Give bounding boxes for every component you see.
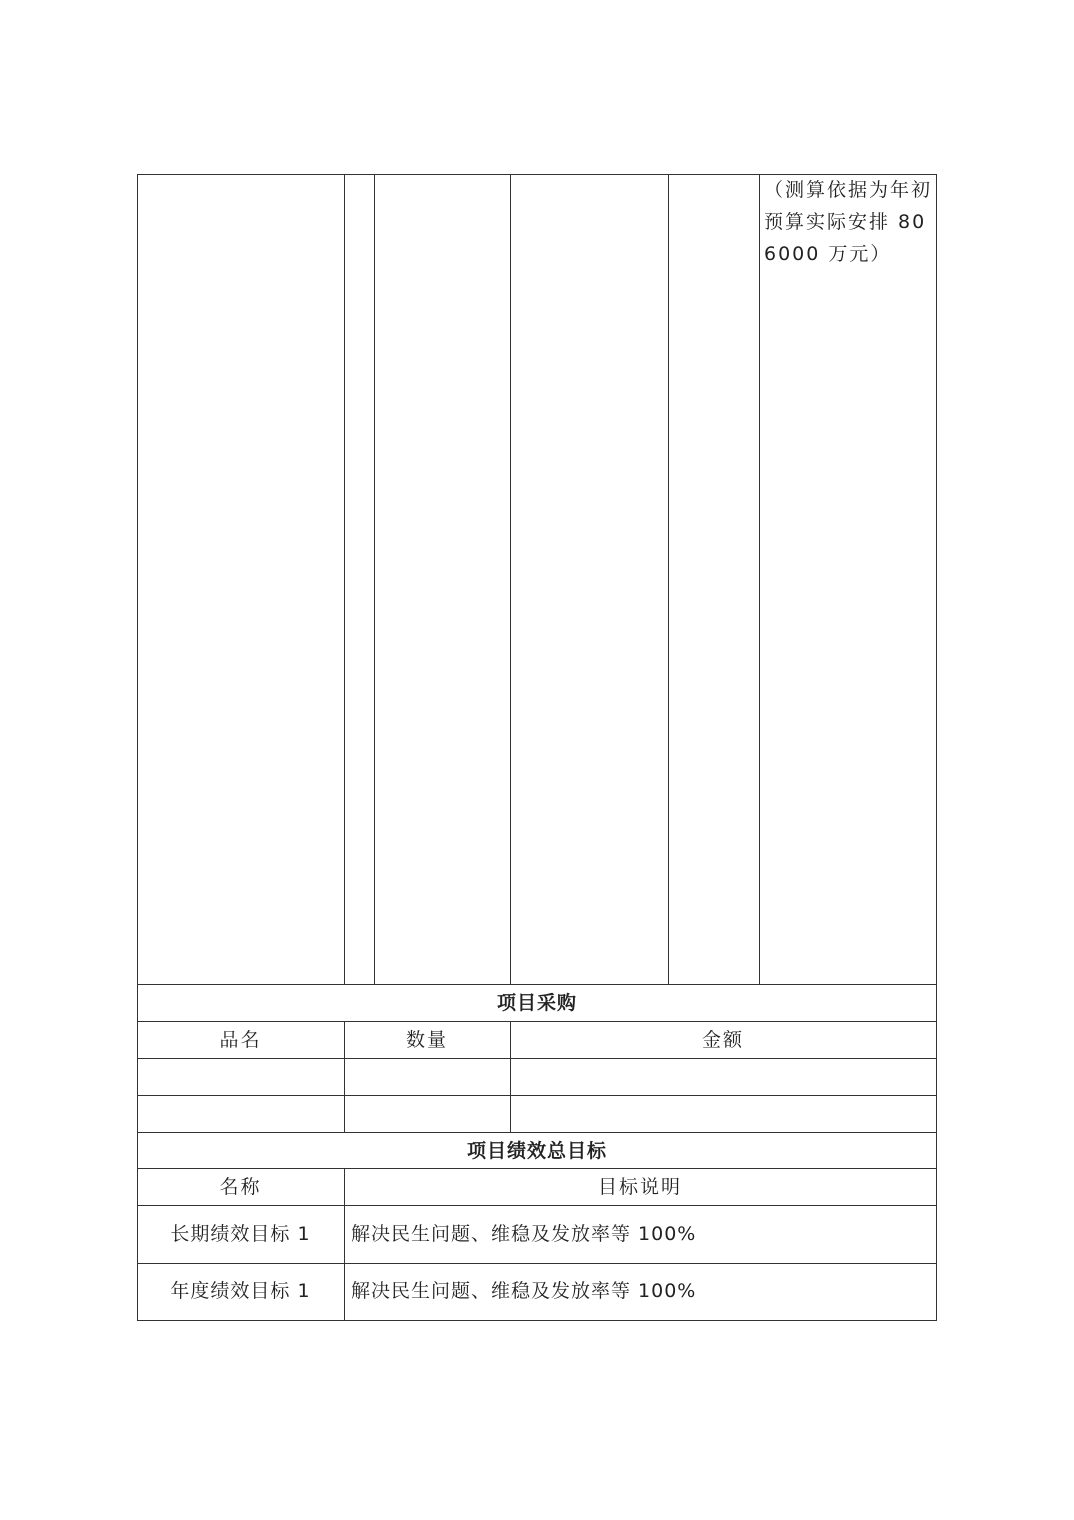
procurement-header-name: 品名	[219, 1029, 262, 1051]
column-divider	[510, 174, 511, 985]
procurement-header-amount: 金额	[701, 1029, 744, 1051]
row-divider	[137, 984, 937, 985]
column-divider	[374, 174, 375, 985]
row-divider	[137, 1132, 937, 1133]
procurement-title: 项目采购	[496, 992, 577, 1014]
row-divider	[137, 1205, 937, 1206]
performance-row-name: 年度绩效目标 1	[170, 1280, 311, 1302]
row-divider	[137, 1263, 937, 1264]
performance-header-description: 目标说明	[597, 1176, 682, 1198]
row-divider	[137, 1058, 937, 1059]
column-divider	[668, 174, 669, 985]
column-divider	[344, 174, 345, 985]
row-divider	[137, 1168, 937, 1169]
table-bottom-border	[137, 1320, 937, 1321]
performance-row-name: 长期绩效目标 1	[170, 1223, 311, 1245]
performance-header-name: 名称	[219, 1176, 262, 1198]
calculation-note: （测算依据为年初预算实际安排 806000 万元）	[764, 179, 933, 265]
column-divider	[759, 174, 760, 985]
performance-row-description: 解决民生问题、维稳及发放率等 100%	[351, 1280, 697, 1302]
performance-title: 项目绩效总目标	[466, 1140, 607, 1162]
performance-row-description: 解决民生问题、维稳及发放率等 100%	[351, 1223, 697, 1245]
row-divider	[137, 1095, 937, 1096]
row-divider	[137, 1021, 937, 1022]
procurement-header-quantity: 数量	[405, 1029, 448, 1051]
